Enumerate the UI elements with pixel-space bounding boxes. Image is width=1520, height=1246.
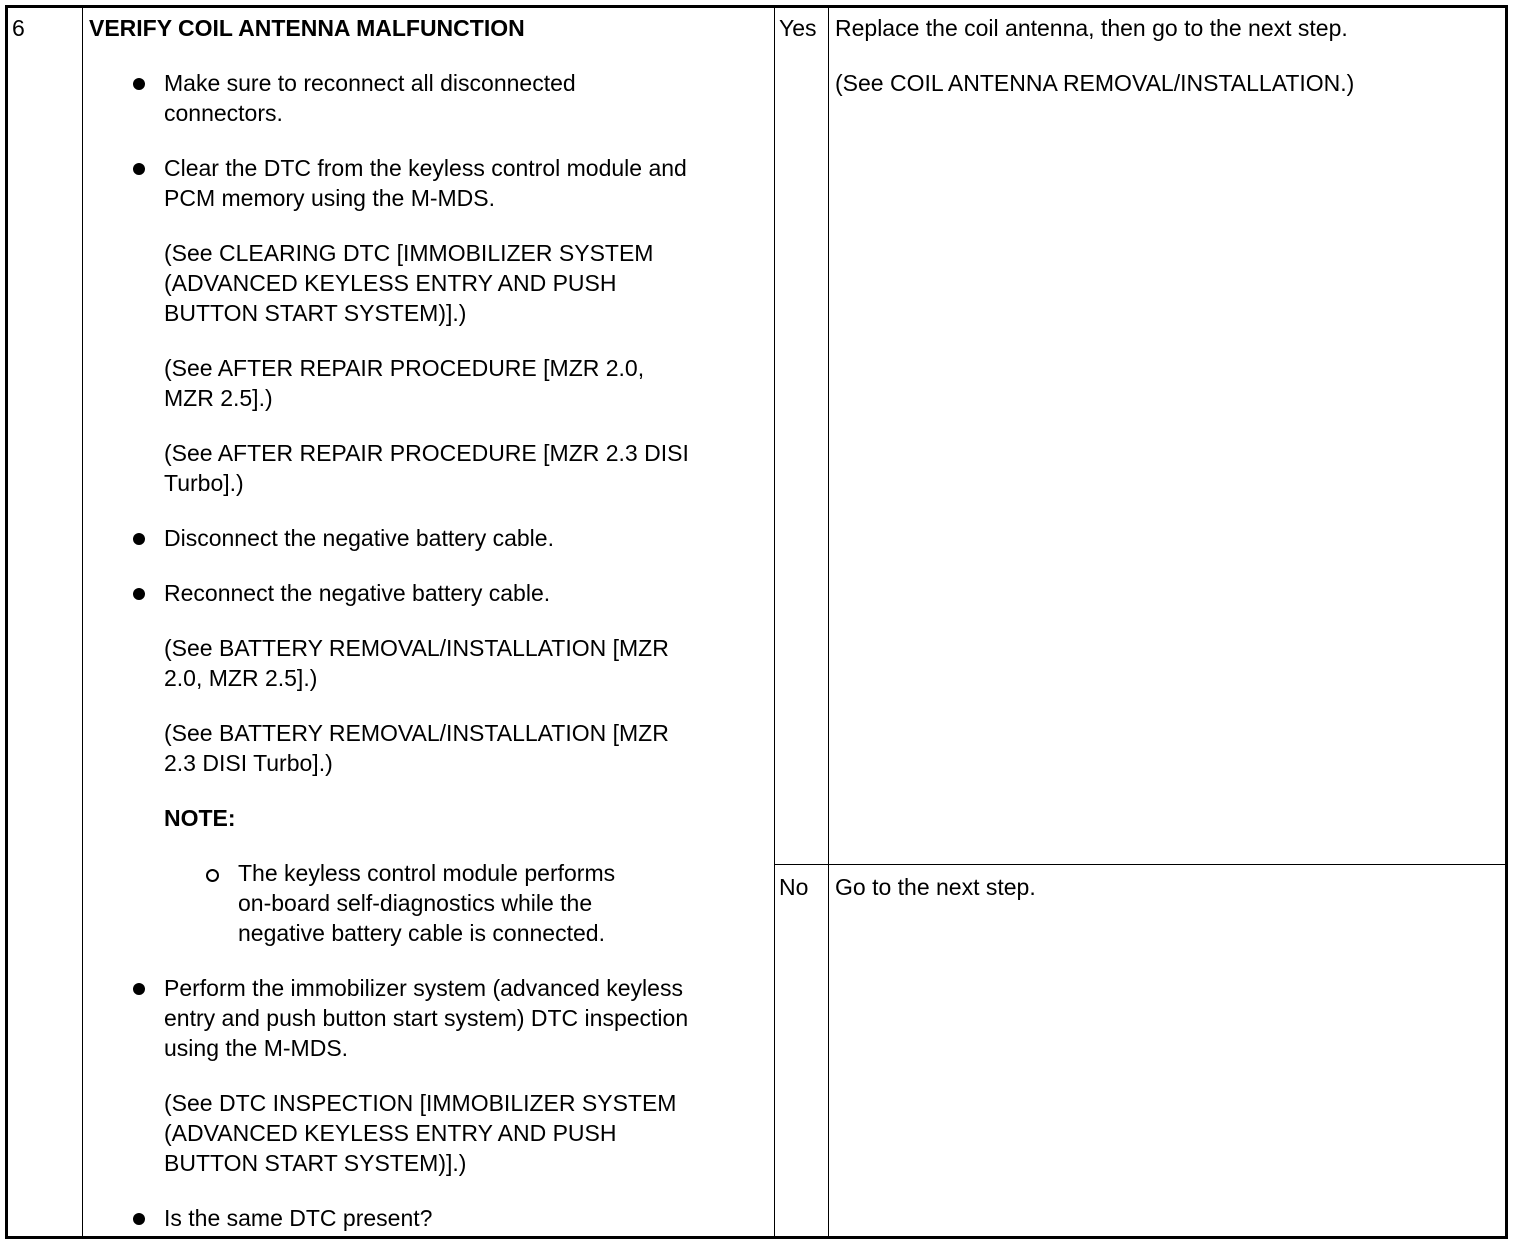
procedure-item-1-line-1: Make sure to reconnect all disconnected	[164, 70, 576, 96]
procedure-item-5-line-3: using the M-MDS.	[164, 1035, 349, 1061]
yes-action: Replace the coil antenna, then go to the next step.	[835, 15, 1348, 41]
reference-after-repair-mzr20-line-1: (See AFTER REPAIR PROCEDURE [MZR 2.0,	[164, 355, 645, 381]
reference-clearing-dtc-line-3: BUTTON START SYSTEM)].)	[164, 300, 467, 326]
bullet-icon	[133, 588, 145, 600]
note-line-1: The keyless control module performs	[238, 860, 616, 886]
reference-battery-mzr23-line-2: 2.3 DISI Turbo].)	[164, 750, 333, 776]
reference-battery-mzr23-line-1: (See BATTERY REMOVAL/INSTALLATION [MZR	[164, 720, 669, 746]
hollow-bullet-icon	[206, 869, 219, 882]
procedure-item-2-line-1: Clear the DTC from the keyless control module and	[164, 155, 687, 181]
note-line-3: negative battery cable is connected.	[238, 920, 605, 946]
column-divider-step	[82, 8, 83, 1236]
column-divider-action	[828, 8, 829, 1236]
reference-dtc-inspection-line-2: (ADVANCED KEYLESS ENTRY AND PUSH	[164, 1120, 617, 1146]
no-label: No	[779, 874, 809, 900]
bullet-icon	[133, 533, 145, 545]
reference-battery-mzr20-line-2: 2.0, MZR 2.5].)	[164, 665, 318, 691]
column-divider-result	[774, 8, 775, 1236]
procedure-item-5-line-1: Perform the immobilizer system (advanced keyless	[164, 975, 683, 1001]
note-line-2: on-board self-diagnostics while the	[238, 890, 593, 916]
note-label: NOTE:	[164, 805, 236, 831]
bullet-icon	[133, 983, 145, 995]
reference-after-repair-mzr23-line-2: Turbo].)	[164, 470, 244, 496]
reference-dtc-inspection-line-1: (See DTC INSPECTION [IMMOBILIZER SYSTEM	[164, 1090, 677, 1116]
step-number: 6	[12, 15, 25, 41]
procedure-item-5-line-2: entry and push button start system) DTC inspection	[164, 1005, 689, 1031]
procedure-item-4: Reconnect the negative battery cable.	[164, 580, 551, 606]
step-title: VERIFY COIL ANTENNA MALFUNCTION	[89, 15, 525, 41]
reference-battery-mzr20-line-1: (See BATTERY REMOVAL/INSTALLATION [MZR	[164, 635, 669, 661]
reference-after-repair-mzr23-line-1: (See AFTER REPAIR PROCEDURE [MZR 2.3 DISI	[164, 440, 689, 466]
reference-clearing-dtc-line-2: (ADVANCED KEYLESS ENTRY AND PUSH	[164, 270, 617, 296]
procedure-item-2-line-2: PCM memory using the M-MDS.	[164, 185, 496, 211]
yes-reference: (See COIL ANTENNA REMOVAL/INSTALLATION.)	[835, 70, 1355, 96]
reference-clearing-dtc-line-1: (See CLEARING DTC [IMMOBILIZER SYSTEM	[164, 240, 654, 266]
bullet-icon	[133, 1213, 145, 1225]
bullet-icon	[133, 163, 145, 175]
no-action: Go to the next step.	[835, 874, 1036, 900]
yes-label: Yes	[779, 15, 817, 41]
yes-no-divider	[774, 864, 1505, 865]
bullet-icon	[133, 78, 145, 90]
procedure-item-3: Disconnect the negative battery cable.	[164, 525, 554, 551]
reference-after-repair-mzr20-line-2: MZR 2.5].)	[164, 385, 273, 411]
reference-dtc-inspection-line-3: BUTTON START SYSTEM)].)	[164, 1150, 467, 1176]
procedure-item-1-line-2: connectors.	[164, 100, 283, 126]
procedure-item-6-question: Is the same DTC present?	[164, 1205, 433, 1231]
